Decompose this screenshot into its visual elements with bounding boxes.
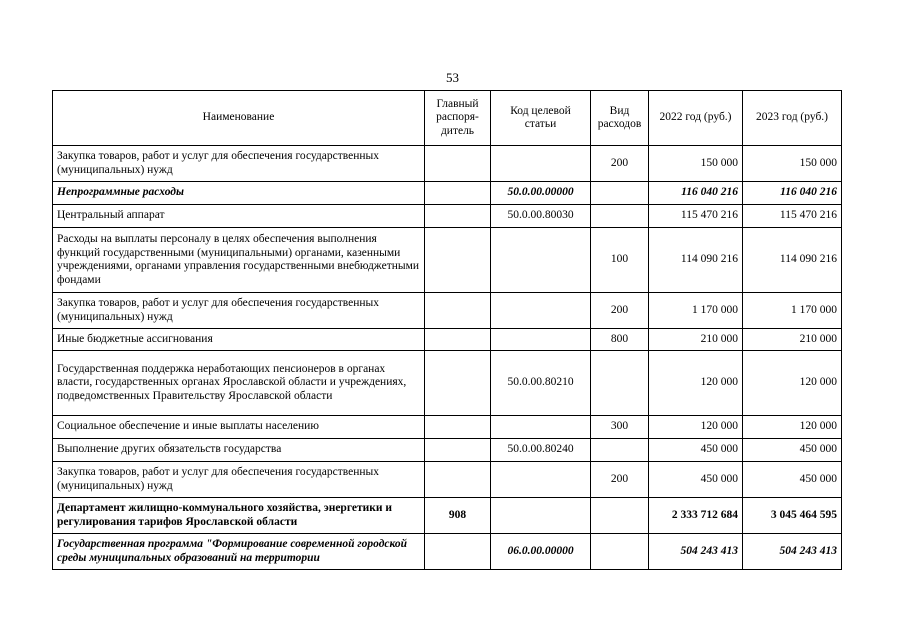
row-name: Закупка товаров, работ и услуг для обеспечения государственных (муниципальных) нужд <box>53 462 425 498</box>
row-manager <box>425 205 491 228</box>
header-year-2022: 2022 год (руб.) <box>649 91 743 146</box>
table-row <box>53 293 842 329</box>
table-row <box>53 462 842 498</box>
row-amount-2023: 114 090 216 <box>743 228 842 293</box>
header-name: Наименование <box>53 91 425 146</box>
row-amount-2023: 1 170 000 <box>743 293 842 329</box>
row-code <box>491 462 591 498</box>
table-header-row <box>53 91 842 146</box>
table-row <box>53 205 842 228</box>
row-expense-type <box>591 498 649 534</box>
row-code <box>491 228 591 293</box>
row-code <box>491 416 591 439</box>
row-expense-type <box>591 351 649 416</box>
table-row <box>53 228 842 293</box>
row-code: 50.0.00.00000 <box>491 182 591 205</box>
table-row <box>53 416 842 439</box>
table-row <box>53 498 842 534</box>
row-manager <box>425 439 491 462</box>
row-expense-type: 800 <box>591 329 649 351</box>
row-manager: 908 <box>425 498 491 534</box>
row-name: Государственная программа "Формирование современной городской среды муниципальных образований на территории <box>53 534 425 570</box>
row-amount-2023: 450 000 <box>743 462 842 498</box>
row-amount-2023: 450 000 <box>743 439 842 462</box>
row-code: 50.0.00.80030 <box>491 205 591 228</box>
row-amount-2023: 115 470 216 <box>743 205 842 228</box>
row-manager <box>425 293 491 329</box>
row-expense-type <box>591 205 649 228</box>
table-row <box>53 329 842 351</box>
table-row <box>53 534 842 570</box>
row-manager <box>425 146 491 182</box>
header-target-code: Код целевой статьи <box>491 91 591 146</box>
row-code <box>491 146 591 182</box>
header-year-2023: 2023 год (руб.) <box>743 91 842 146</box>
row-amount-2022: 114 090 216 <box>649 228 743 293</box>
header-manager: Главный распоря-дитель <box>425 91 491 146</box>
row-expense-type: 100 <box>591 228 649 293</box>
row-code: 50.0.00.80240 <box>491 439 591 462</box>
row-name: Выполнение других обязательств государства <box>53 439 425 462</box>
row-amount-2022: 120 000 <box>649 416 743 439</box>
row-expense-type: 200 <box>591 146 649 182</box>
row-amount-2022: 450 000 <box>649 439 743 462</box>
row-amount-2022: 115 470 216 <box>649 205 743 228</box>
row-name: Центральный аппарат <box>53 205 425 228</box>
row-code <box>491 329 591 351</box>
table-row <box>53 146 842 182</box>
row-name: Социальное обеспечение и иные выплаты населению <box>53 416 425 439</box>
row-code: 50.0.00.80210 <box>491 351 591 416</box>
row-name: Непрограммные расходы <box>53 182 425 205</box>
row-name: Департамент жилищно-коммунального хозяйства, энергетики и регулирования тарифов Ярославской области <box>53 498 425 534</box>
row-amount-2023: 3 045 464 595 <box>743 498 842 534</box>
row-expense-type: 300 <box>591 416 649 439</box>
row-name: Закупка товаров, работ и услуг для обеспечения государственных (муниципальных) нужд <box>53 146 425 182</box>
row-amount-2023: 120 000 <box>743 416 842 439</box>
row-amount-2022: 210 000 <box>649 329 743 351</box>
row-manager <box>425 534 491 570</box>
row-manager <box>425 228 491 293</box>
row-amount-2023: 120 000 <box>743 351 842 416</box>
row-expense-type <box>591 182 649 205</box>
row-manager <box>425 329 491 351</box>
row-code <box>491 293 591 329</box>
table-row <box>53 351 842 416</box>
budget-table <box>52 90 842 570</box>
row-name: Государственная поддержка неработающих пенсионеров в органах власти, государственных органах Ярославской области и учреждениях, подведомственных Правительству Ярославской области <box>53 351 425 416</box>
row-manager <box>425 182 491 205</box>
row-expense-type <box>591 439 649 462</box>
row-manager <box>425 462 491 498</box>
row-amount-2022: 120 000 <box>649 351 743 416</box>
row-amount-2023: 210 000 <box>743 329 842 351</box>
row-amount-2022: 450 000 <box>649 462 743 498</box>
row-name: Иные бюджетные ассигнования <box>53 329 425 351</box>
header-expense-type: Вид расходов <box>591 91 649 146</box>
row-amount-2022: 1 170 000 <box>649 293 743 329</box>
row-code: 06.0.00.00000 <box>491 534 591 570</box>
row-manager <box>425 416 491 439</box>
row-amount-2022: 504 243 413 <box>649 534 743 570</box>
row-amount-2022: 2 333 712 684 <box>649 498 743 534</box>
row-expense-type <box>591 534 649 570</box>
row-amount-2022: 150 000 <box>649 146 743 182</box>
table-row <box>53 182 842 205</box>
row-manager <box>425 351 491 416</box>
row-amount-2023: 116 040 216 <box>743 182 842 205</box>
row-name: Расходы на выплаты персоналу в целях обеспечения выполнения функций государственными (муниципальными) органами, казенными учреждениями, органами управления государственными внебюджетными фондами <box>53 228 425 293</box>
row-amount-2022: 116 040 216 <box>649 182 743 205</box>
table-row <box>53 439 842 462</box>
row-amount-2023: 150 000 <box>743 146 842 182</box>
row-name: Закупка товаров, работ и услуг для обеспечения государственных (муниципальных) нужд <box>53 293 425 329</box>
row-expense-type: 200 <box>591 293 649 329</box>
row-expense-type: 200 <box>591 462 649 498</box>
row-amount-2023: 504 243 413 <box>743 534 842 570</box>
page-number: 53 <box>446 70 459 85</box>
row-code <box>491 498 591 534</box>
